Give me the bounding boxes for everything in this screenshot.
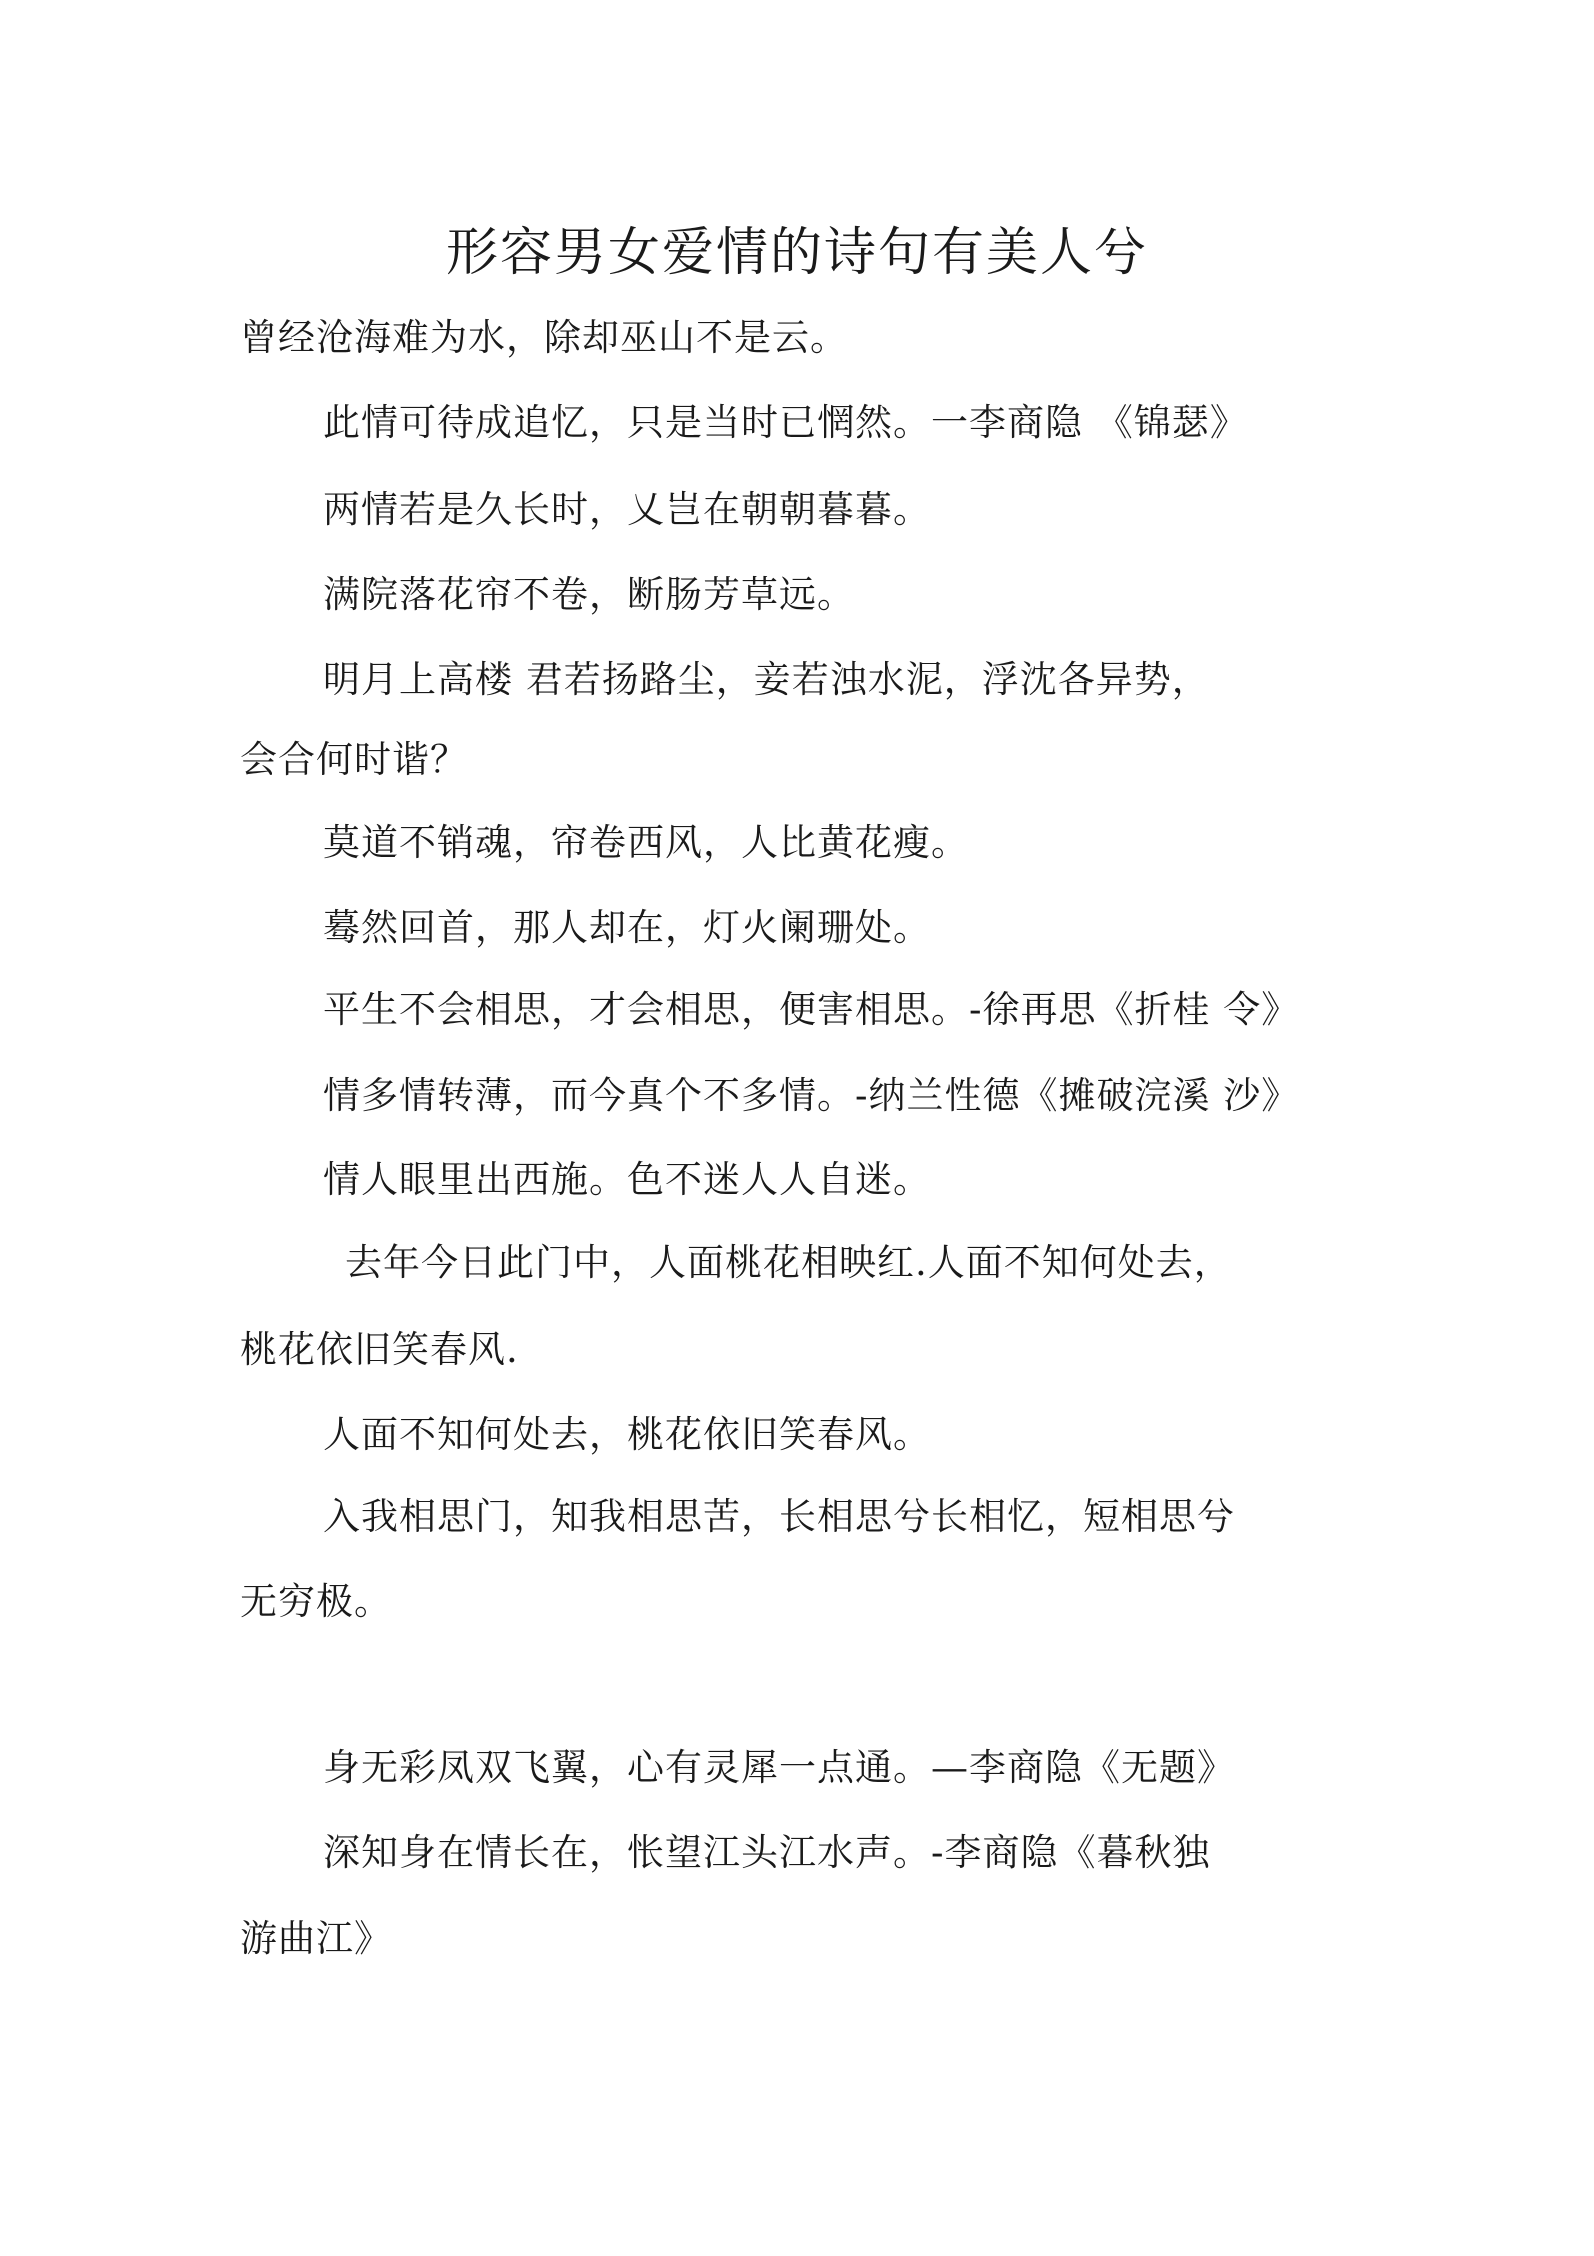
poem-line: 情多情转薄，而今真个不多情。-纳兰性德《摊破浣溪 沙》 — [323, 1074, 1300, 1117]
poem-line: 平生不会相思，才会相思，便害相思。-徐再思《折桂 令》 — [323, 988, 1300, 1031]
poem-line: 深知身在情长在，怅望江头江水声。-李商隐《暮秋独 — [323, 1831, 1211, 1874]
poem-line: 满院落花帘不卷，断肠芳草远。 — [323, 573, 855, 616]
poem-line: 明月上高楼 君若扬路尘，妾若浊水泥，浮沈各异势， — [323, 658, 1210, 701]
document-title: 形容男女爱情的诗句有美人兮 — [445, 223, 1148, 283]
poem-line: 两情若是久长时，乂岂在朝朝暮暮。 — [323, 488, 931, 531]
poem-line: 莫道不销魂，帘卷西风，人比黄花瘦。 — [323, 821, 969, 864]
poem-line: 曾经沧海难为水，除却巫山不是云。 — [240, 316, 848, 359]
poem-line: 此情可待成追忆，只是当时已惘然。一李商隐 《锦瑟》 — [323, 401, 1248, 444]
poem-line: 情人眼里出西施。色不迷人人自迷。 — [323, 1158, 931, 1201]
poem-line: 游曲江》 — [240, 1917, 392, 1960]
poem-line: 无穷极。 — [240, 1580, 392, 1623]
poem-line: 桃花依旧笑春风. — [240, 1328, 519, 1371]
poem-line: 人面不知何处去，桃花依旧笑春风。 — [323, 1413, 931, 1456]
poem-line: 去年今日此门中，人面桃花相映红.人面不知何处去， — [345, 1241, 1232, 1284]
poem-line: 会合何时谐？ — [240, 738, 468, 781]
poem-line: 入我相思门，知我相思苦，长相思兮长相忆，短相思兮 — [323, 1495, 1235, 1538]
poem-line: 蓦然回首，那人却在，灯火阑珊处。 — [323, 906, 931, 949]
poem-line: 身无彩凤双飞翼，心有灵犀一点通。—李商隐《无题》 — [323, 1746, 1235, 1789]
